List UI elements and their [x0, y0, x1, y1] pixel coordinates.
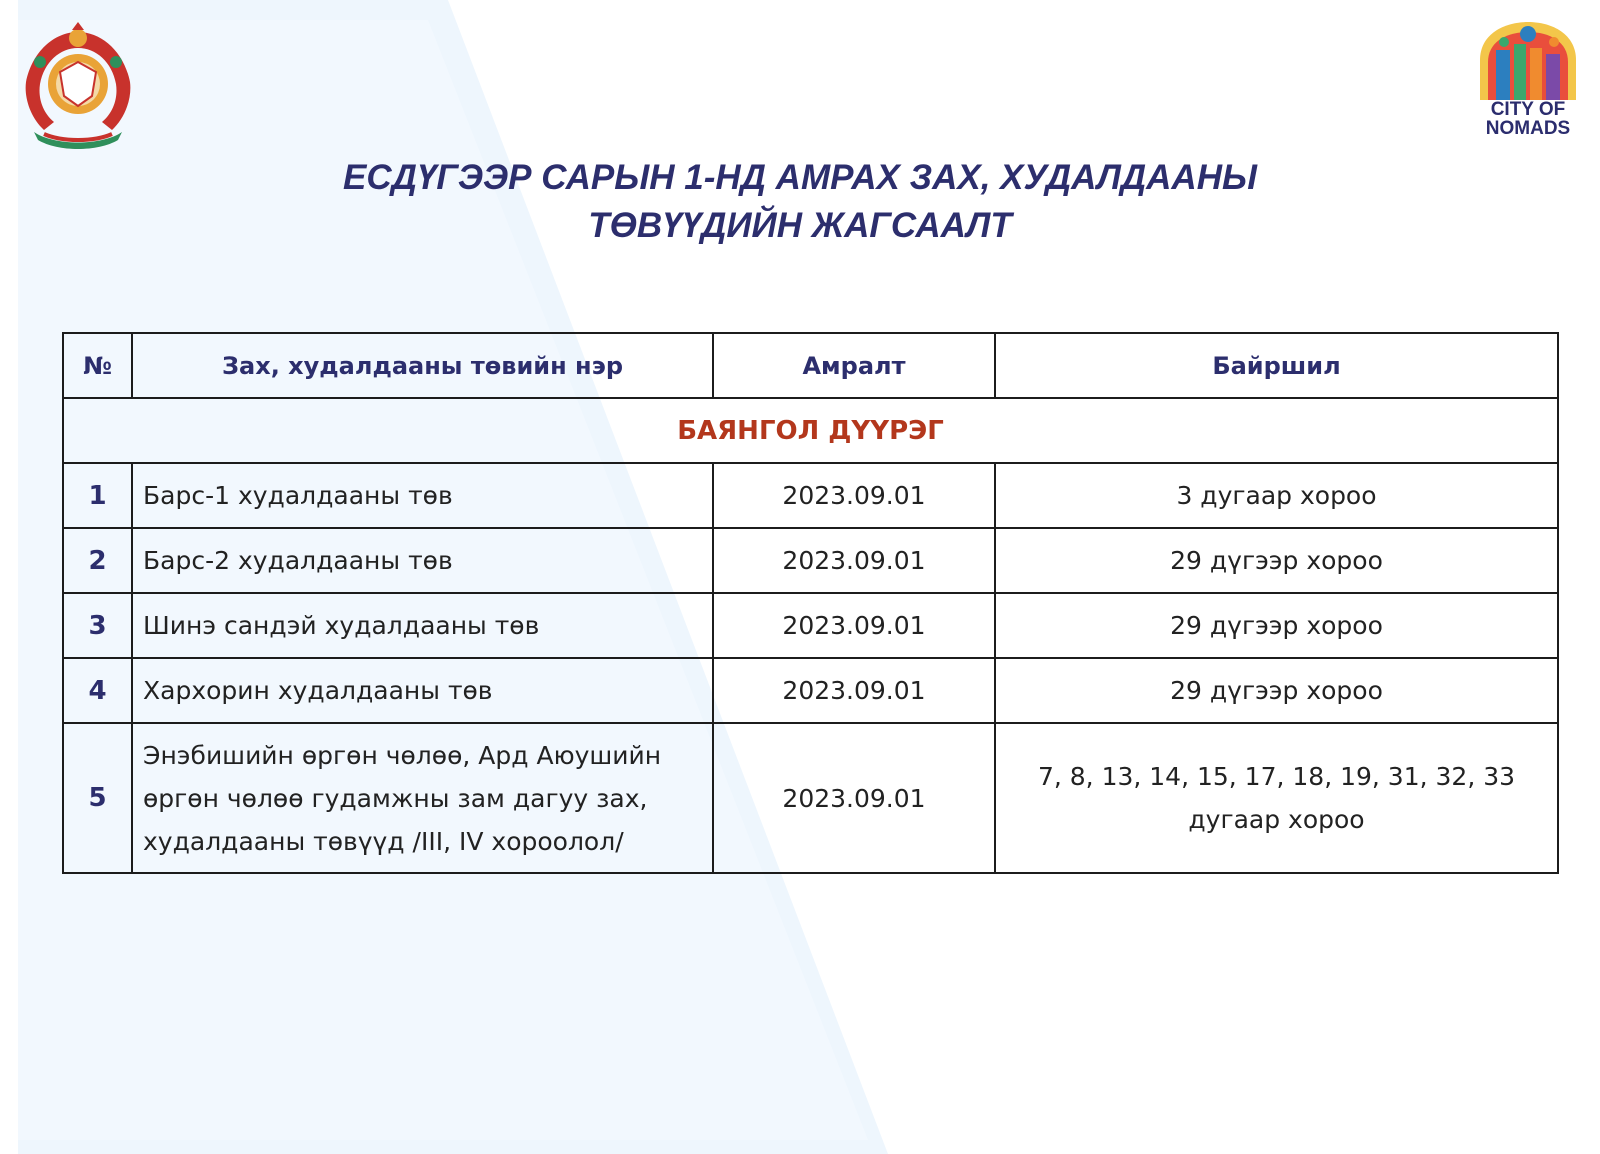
row-number: 5 — [63, 723, 132, 873]
row-number: 1 — [63, 463, 132, 528]
title-line-2: ТӨВҮҮДИЙН ЖАГСААЛТ — [588, 206, 1012, 245]
row-date: 2023.09.01 — [713, 593, 995, 658]
city-logo-line1: CITY OF — [1490, 99, 1566, 120]
table-row — [63, 528, 1558, 593]
city-of-nomads-logo — [1474, 20, 1582, 142]
header-location: Байршил — [995, 333, 1558, 398]
row-number: 3 — [63, 593, 132, 658]
market-closure-table — [62, 332, 1559, 874]
district-row — [63, 398, 1558, 463]
row-location: 3 дугаар хороо — [995, 463, 1558, 528]
table-row — [63, 593, 1558, 658]
row-name: Барс-2 худалдааны төв — [132, 528, 713, 593]
row-location: 29 дүгээр хороо — [995, 593, 1558, 658]
header-number: № — [63, 333, 132, 398]
row-location: 29 дүгээр хороо — [995, 528, 1558, 593]
row-date: 2023.09.01 — [713, 658, 995, 723]
header-holiday: Амралт — [713, 333, 995, 398]
city-logo-mark-icon — [1474, 20, 1582, 100]
row-name: Хархорин худалдааны төв — [132, 658, 713, 723]
row-number: 2 — [63, 528, 132, 593]
row-name: Шинэ сандэй худалдааны төв — [132, 593, 713, 658]
title-line-1: ЕСДҮГЭЭР САРЫН 1-НД АМРАХ ЗАХ, ХУДАЛДААНЫ — [343, 158, 1257, 197]
table-row — [63, 463, 1558, 528]
district-name: БАЯНГОЛ ДҮҮРЭГ — [63, 398, 1558, 463]
state-emblem-icon — [14, 22, 142, 152]
row-location: 7, 8, 13, 14, 15, 17, 18, 19, 31, 32, 33 дугаар хороо — [995, 723, 1558, 873]
row-name: Барс-1 худалдааны төв — [132, 463, 713, 528]
row-date: 2023.09.01 — [713, 723, 995, 873]
row-date: 2023.09.01 — [713, 528, 995, 593]
row-name: Энэбишийн өргөн чөлөө, Ард Аюушийн өргөн чөлөө гудамжны зам дагуу зах, худалдааны төвүүд /III, IV хороолол/ — [132, 723, 713, 873]
city-logo-line2: NOMADS — [1485, 118, 1571, 139]
header-name: Зах, худалдааны төвийн нэр — [132, 333, 713, 398]
table-header-row — [63, 333, 1558, 398]
row-date: 2023.09.01 — [713, 463, 995, 528]
table-row — [63, 723, 1558, 873]
page-title — [200, 154, 1400, 250]
table-row — [63, 658, 1558, 723]
row-location: 29 дүгээр хороо — [995, 658, 1558, 723]
row-number: 4 — [63, 658, 132, 723]
